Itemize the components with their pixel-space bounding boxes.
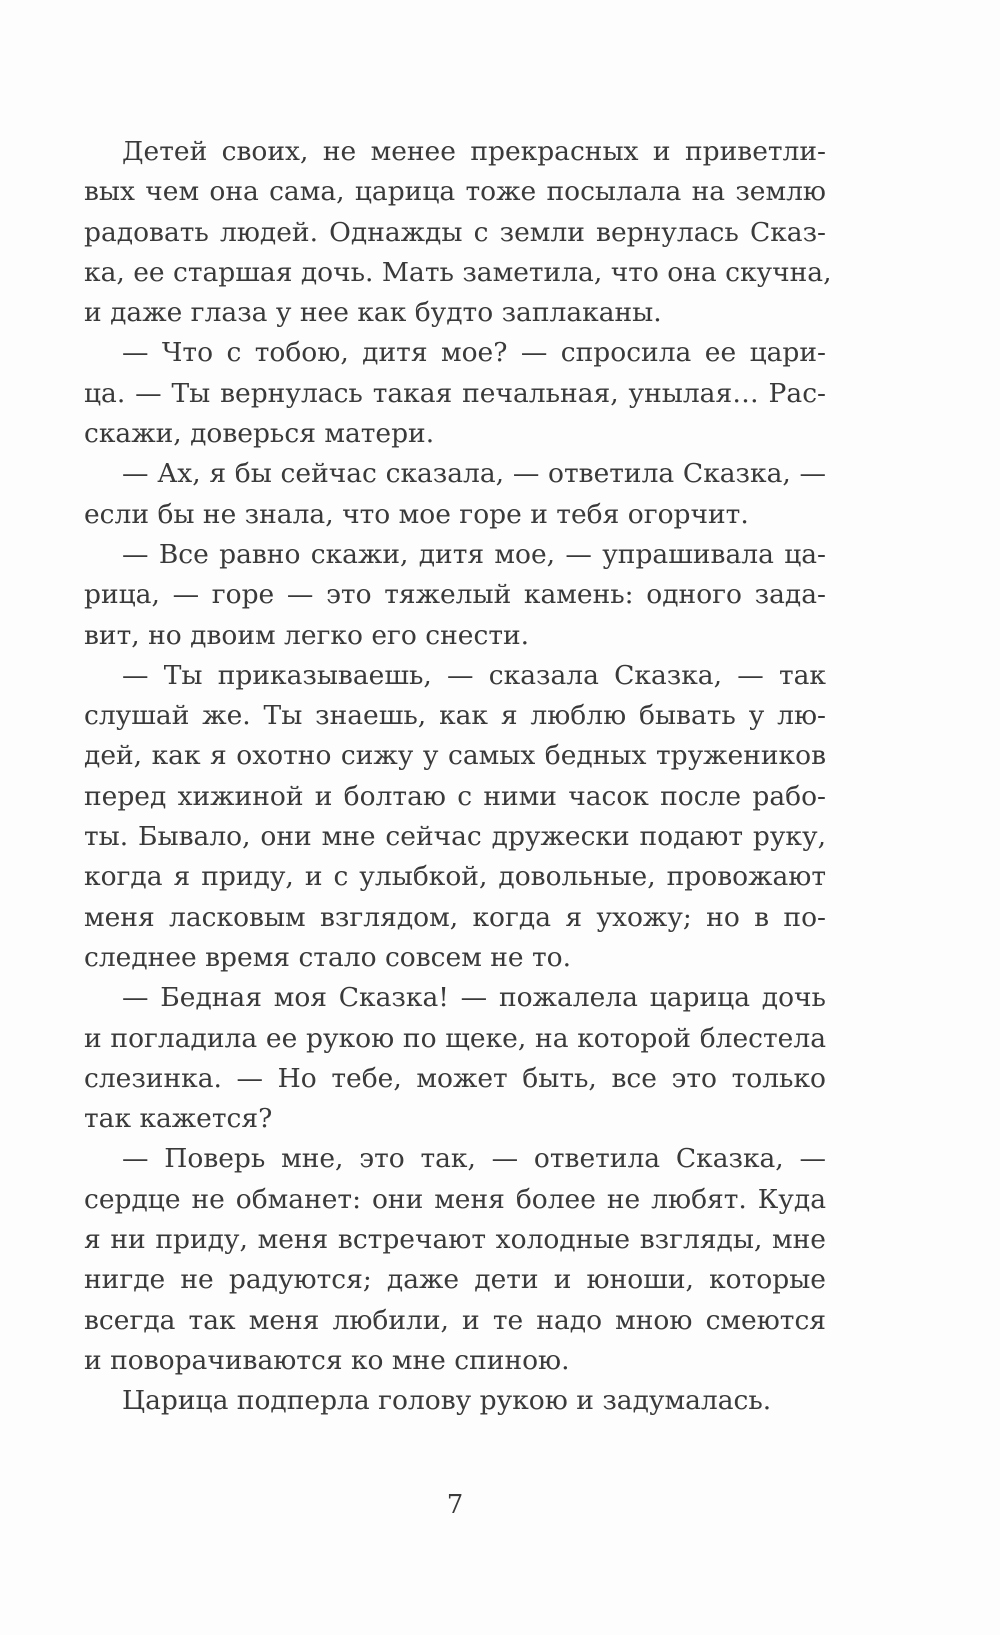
text-line: рица, — горе — это тяжелый камень: одного зада- [84,579,826,611]
text-line: — Поверь мне, это так, — ответила Сказка, — [122,1143,826,1175]
text-line: так кажется? [84,1103,273,1135]
text-line: ка, ее старшая дочь. Мать заметила, что она скучна, [84,256,832,288]
text-line: следнее время стало совсем не то. [84,941,572,973]
text-line: и поворачиваются ко мне спиною. [84,1344,570,1376]
text-line: радовать людей. Однажды с земли вернулась Сказ- [84,216,826,248]
text-line: — Ты приказываешь, — сказала Сказка, — так [122,659,826,691]
text-line: ты. Бывало, они мне сейчас дружески подают руку, [84,821,826,853]
text-line: — Что с тобою, дитя мое? — спросила ее цари- [122,337,826,369]
text-line: вит, но двоим легко его снести. [84,619,530,651]
text-line: вых чем она сама, царица тоже посылала на землю [84,176,826,208]
page-number: 7 [446,1490,464,1520]
text-line: когда я приду, и с улыбкой, довольные, провожают [84,861,826,893]
text-line: слушай же. Ты знаешь, как я люблю бывать у лю- [84,700,826,732]
text-line: и погладила ее рукою по щеке, на которой блестела [84,1022,826,1054]
text-line: сердце не обманет: они меня более не любят. Куда [84,1183,826,1215]
text-line: скажи, доверься матери. [84,418,435,450]
text-line: — Бедная моя Сказка! — пожалела царица дочь [122,982,826,1014]
page-text [84,132,832,1422]
text-line: Детей своих, не менее прекрасных и приветли- [122,136,826,167]
text-line: слезинка. — Но тебе, может быть, все это только [84,1062,826,1094]
text-line: дей, как я охотно сижу у самых бедных тружеников [84,740,826,772]
text-line: ца. — Ты вернулась такая печальная, унылая… Рас- [84,377,826,409]
text-line: Царица подперла голову рукою и задумалась. [122,1385,772,1417]
text-line: и даже глаза у нее как будто заплаканы. [84,297,662,329]
text-line: перед хижиной и болтаю с ними часок после рабо- [84,780,826,812]
text-line: всегда так меня любили, и те надо мною смеются [84,1304,826,1336]
text-line: нигде не радуются; даже дети и юноши, которые [84,1264,826,1296]
text-line: — Все равно скажи, дитя мое, — упрашивала ца- [122,538,826,570]
text-line: если бы не знала, что мое горе и тебя огорчит. [84,498,749,530]
text-line: — Ах, я бы сейчас сказала, — ответила Сказка, — [122,458,826,490]
text-line: я ни приду, меня встречают холодные взгляды, мне [84,1224,826,1256]
text-line: меня ласковым взглядом, когда я ухожу; но в по- [84,901,826,933]
